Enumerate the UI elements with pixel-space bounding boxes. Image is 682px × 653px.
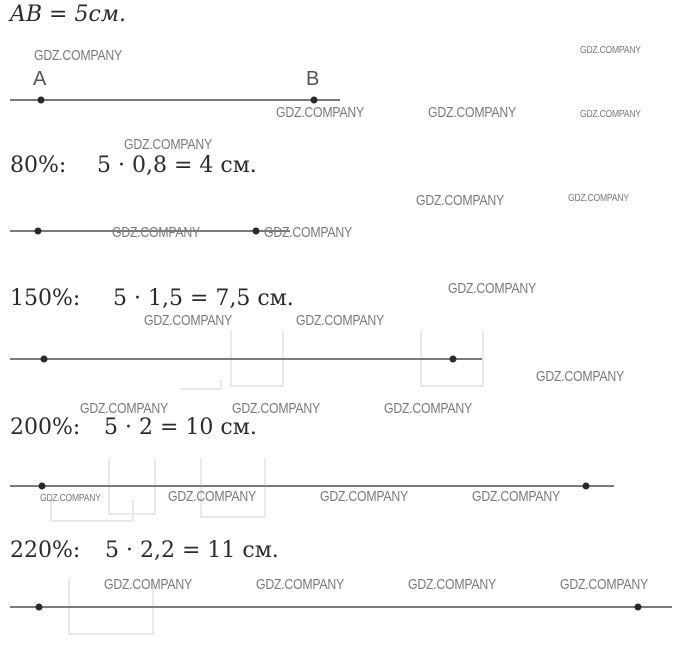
watermark: GDZ.COMPANY [568,192,629,204]
watermark: GDZ.COMPANY [408,576,496,593]
watermark: GDZ.COMPANY [40,492,101,504]
watermark: GDZ.COMPANY [168,488,256,505]
watermark: GDZ.COMPANY [472,488,560,505]
row-80-formula: 5 · 0,8 = 4 см. [97,153,257,178]
watermark: GDZ.COMPANY [80,400,168,417]
row-80-percent: 80%: [10,153,67,178]
segment-220-end-dot [635,604,642,611]
watermark: GDZ.COMPANY [256,576,344,593]
row-150-percent: 150%: [10,286,81,311]
watermark: GDZ.COMPANY [112,224,200,241]
watermark: GDZ.COMPANY [428,104,516,121]
row-200-percent: 200%: [10,415,81,440]
watermark: GDZ.COMPANY [448,280,536,297]
row-200-formula: 5 · 2 = 10 см. [104,415,257,440]
segment-150-start-dot [41,356,48,363]
watermark: GDZ.COMPANY [580,44,641,56]
segment-length-label: AB = 5см. [10,2,127,27]
segment-200-end-dot [583,483,590,490]
watermark: GDZ.COMPANY [296,312,384,329]
watermark: GDZ.COMPANY [536,368,624,385]
point-a-label: A [33,68,47,90]
watermark: GDZ.COMPANY [124,136,212,153]
watermark: GDZ.COMPANY [276,104,364,121]
row-220-percent: 220%: [10,538,81,563]
segment-220-start-dot [36,604,43,611]
segment-200-start-dot [39,483,46,490]
watermark: GDZ.COMPANY [264,224,352,241]
segment-80-end-dot [253,228,260,235]
point-b-label: B [306,68,320,90]
watermark: GDZ.COMPANY [384,400,472,417]
watermark: GDZ.COMPANY [232,400,320,417]
segment-150-percent [10,356,482,363]
watermark: GDZ.COMPANY [580,108,641,120]
point-a-dot [38,97,45,104]
watermark: GDZ.COMPANY [416,192,504,209]
watermark: GDZ.COMPANY [104,576,192,593]
segment-150-end-dot [450,356,457,363]
segment-ab [10,97,340,104]
segment-220-percent [10,604,672,611]
row-220-formula: 5 · 2,2 = 11 см. [105,538,279,563]
watermark: GDZ.COMPANY [34,47,122,64]
watermark: GDZ.COMPANY [320,488,408,505]
point-b-dot [311,97,318,104]
segment-80-start-dot [35,228,42,235]
row-150-formula: 5 · 1,5 = 7,5 см. [113,286,294,311]
watermark: GDZ.COMPANY [560,576,648,593]
watermark: GDZ.COMPANY [144,312,232,329]
